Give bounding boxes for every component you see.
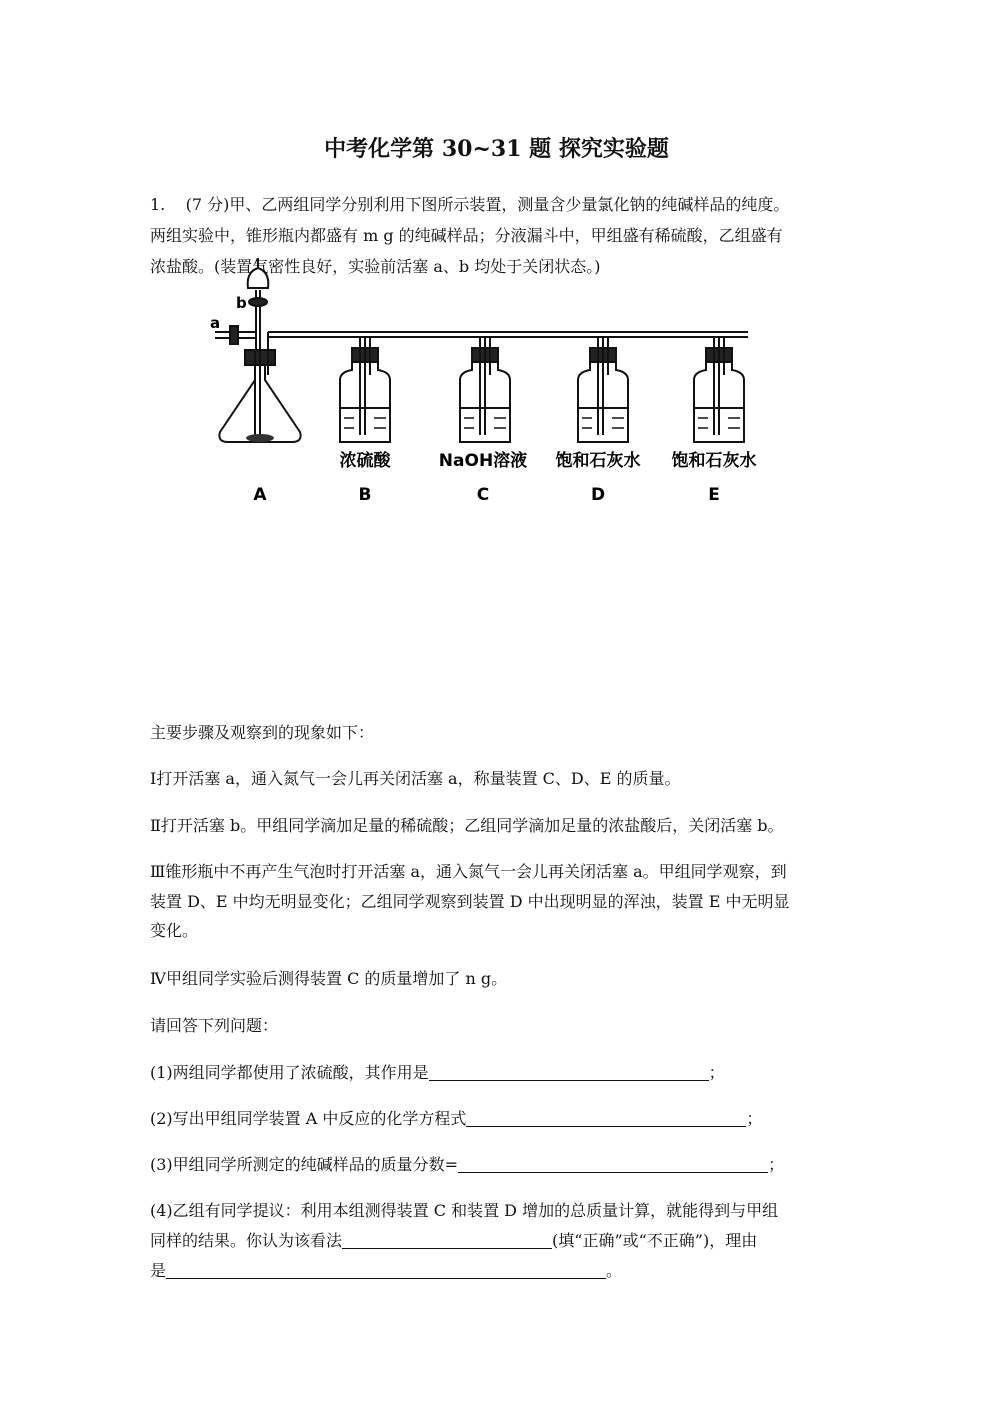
intro-text-1: 甲、乙两组同学分别利用下图所示装置，测量含少量氯化钠的纯碱样品的纯度。 <box>229 195 790 214</box>
label-e: E <box>708 485 720 505</box>
intro-line-3: 浓盐酸。(装置气密性良好，实验前活塞 a、b 均处于关闭状态。) <box>150 257 601 276</box>
reagent-e: 饱和石灰水 <box>671 451 757 471</box>
question-number: 1. <box>150 195 166 214</box>
step-3-line-2: 装置 D、E 中均无明显变化；乙组同学观察到装置 D 中出现明显的浑浊，装置 E 中无明显 <box>150 892 790 911</box>
step-2: Ⅱ打开活塞 b。甲组同学滴加足量的稀硫酸；乙组同学滴加足量的浓盐酸后，关闭活塞 b。 <box>150 816 784 835</box>
question-3 <box>150 1152 784 1175</box>
question-4-line-2 <box>150 1228 757 1251</box>
questions-heading: 请回答下列问题： <box>150 1016 279 1035</box>
q2-end: ； <box>746 1109 763 1128</box>
valve-b-label: b <box>236 294 247 312</box>
q4-text-b: (填“正确”或“不正确”)，理由 <box>552 1231 758 1250</box>
question-score: (7 分) <box>185 195 230 214</box>
label-c: C <box>476 485 490 505</box>
question-4-line-1: (4)乙组有同学提议：利用本组测得装置 C 和装置 D 增加的总质量计算，就能得到与甲组 <box>150 1201 779 1220</box>
q1-end: ； <box>708 1063 725 1082</box>
label-b: B <box>358 485 372 505</box>
q1-text: (1)两组同学都使用了浓硫酸，其作用是 <box>150 1063 429 1082</box>
bottle-e <box>694 337 744 442</box>
reagent-d: 饱和石灰水 <box>555 451 641 471</box>
bottle-d <box>578 337 628 442</box>
q3-text: (3)甲组同学所测定的纯碱样品的质量分数= <box>150 1155 459 1174</box>
q4-text-a: 同样的结果。你认为该看法 <box>150 1231 343 1250</box>
bottle-b <box>340 337 390 442</box>
q2-text: (2)写出甲组同学装置 A 中反应的化学方程式 <box>150 1109 467 1128</box>
q4-reason-blank[interactable] <box>166 1260 606 1279</box>
q1-answer-blank[interactable] <box>429 1062 709 1081</box>
step-1: Ⅰ打开活塞 a，通入氮气一会儿再关闭活塞 a，称量装置 C、D、E 的质量。 <box>150 769 681 788</box>
question-1 <box>150 1060 725 1083</box>
q4-end: 。 <box>606 1261 623 1280</box>
intro-line-2: 两组实验中，锥形瓶内都盛有 m g 的纯碱样品；分液漏斗中，甲组盛有稀硫酸，乙组盛有 <box>150 226 783 245</box>
q4-text-c: 是 <box>150 1261 167 1280</box>
label-d: D <box>590 485 606 505</box>
q3-end: ； <box>768 1155 785 1174</box>
apparatus-figure <box>200 250 780 515</box>
page-title: 中考化学第 30~31 题 探究实验题 <box>324 136 669 162</box>
steps-heading: 主要步骤及观察到的现象如下： <box>150 723 375 742</box>
intro-line-1 <box>150 189 850 220</box>
reagent-c: NaOH溶液 <box>438 451 528 471</box>
step-4: Ⅳ甲组同学实验后测得装置 C 的质量增加了 n g。 <box>150 969 508 988</box>
q3-answer-blank[interactable] <box>458 1154 768 1173</box>
q4-opinion-blank[interactable] <box>342 1230 552 1249</box>
valve-a-label: a <box>210 314 221 332</box>
q2-answer-blank[interactable] <box>466 1108 746 1127</box>
step-3-line-3: 变化。 <box>150 921 199 940</box>
question-2 <box>150 1106 762 1129</box>
reagent-b: 浓硫酸 <box>339 451 391 471</box>
separatory-funnel <box>248 268 269 288</box>
question-4-line-3 <box>150 1258 622 1281</box>
step-3-line-1: Ⅲ锥形瓶中不再产生气泡时打开活塞 a，通入氮气一会儿再关闭活塞 a。甲组同学观察，到 <box>150 862 787 881</box>
bottle-c <box>460 337 510 442</box>
label-a: A <box>253 485 267 505</box>
